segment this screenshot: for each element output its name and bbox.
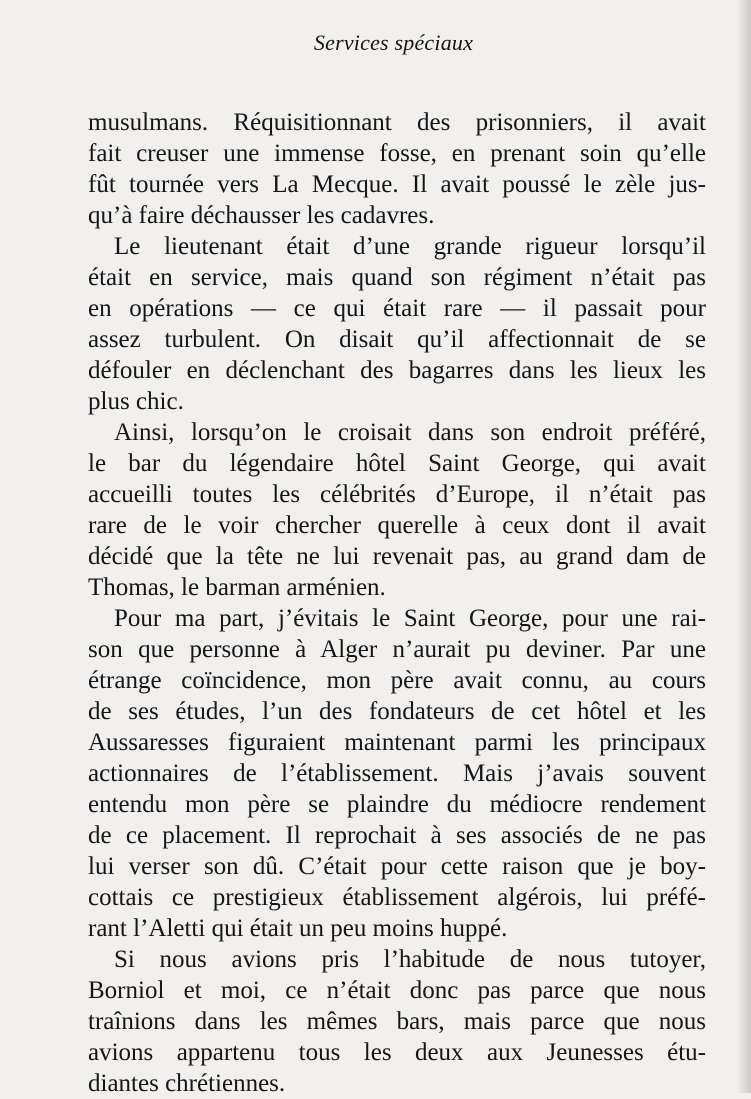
- text-line: son que personne à Alger n’aurait pu deviner. Par une: [88, 636, 706, 663]
- text-line: plus chic.: [88, 388, 184, 415]
- text-line: rant l’Aletti qui était un peu moins huppé.: [88, 915, 508, 942]
- text-line: entendu mon père se plaindre du médiocre rendement: [88, 791, 706, 818]
- text-line: Thomas, le barman arménien.: [88, 574, 386, 601]
- text-line: cottais ce prestigieux établissement algérois, lui préfé-: [88, 884, 706, 911]
- text-line: de ses études, l’un des fondateurs de cet hôtel et les: [88, 698, 706, 725]
- text-line: Aussaresses figuraient maintenant parmi les principaux: [88, 729, 706, 756]
- text-line: traînions dans les mêmes bars, mais parce que nous: [88, 1008, 706, 1035]
- text-line: actionnaires de l’établissement. Mais j’avais souvent: [88, 760, 706, 787]
- text-line: accueilli toutes les célébrités d’Europe, il n’était pas: [88, 481, 706, 508]
- text-line: le bar du légendaire hôtel Saint George, qui avait: [88, 450, 706, 477]
- text-line: Borniol et moi, ce n’était donc pas parce que nous: [88, 977, 706, 1004]
- text-line: défouler en déclenchant des bagarres dans les lieux les: [88, 357, 706, 384]
- text-line: en opérations — ce qui était rare — il passait pour: [88, 295, 706, 322]
- text-line: fût tournée vers La Mecque. Il avait poussé le zèle jus-: [88, 171, 706, 198]
- text-line: décidé que la tête ne lui revenait pas, au grand dam de: [88, 543, 706, 570]
- text-line: fait creuser une immense fosse, en prenant soin qu’elle: [88, 140, 706, 167]
- text-line: diantes chrétiennes.: [88, 1070, 286, 1097]
- text-line: avions appartenu tous les deux aux Jeunesses étu-: [88, 1039, 706, 1066]
- text-line: Si nous avions pris l’habitude de nous tutoyer,: [114, 946, 706, 973]
- text-line: étrange coïncidence, mon père avait connu, au cours: [88, 667, 706, 694]
- text-line: Le lieutenant était d’une grande rigueur lorsqu’il: [114, 233, 706, 260]
- running-head: Services spéciaux: [313, 30, 474, 55]
- page-edge-shadow: [737, 0, 751, 1093]
- text-line: lui verser son dû. C’était pour cette raison que je boy-: [88, 853, 706, 880]
- text-line: assez turbulent. On disait qu’il affectionnait de se: [88, 326, 706, 353]
- text-line: était en service, mais quand son régiment n’était pas: [88, 264, 706, 291]
- body-text: [88, 107, 706, 1099]
- text-line: qu’à faire déchausser les cadavres.: [88, 202, 435, 229]
- text-line: Ainsi, lorsqu’on le croisait dans son endroit préféré,: [114, 419, 706, 446]
- text-line: Pour ma part, j’évitais le Saint George, pour une rai-: [114, 605, 706, 632]
- text-line: musulmans. Réquisitionnant des prisonniers, il avait: [88, 109, 706, 136]
- text-line: rare de le voir chercher querelle à ceux dont il avait: [88, 512, 706, 539]
- text-line: de ce placement. Il reprochait à ses associés de ne pas: [88, 822, 706, 849]
